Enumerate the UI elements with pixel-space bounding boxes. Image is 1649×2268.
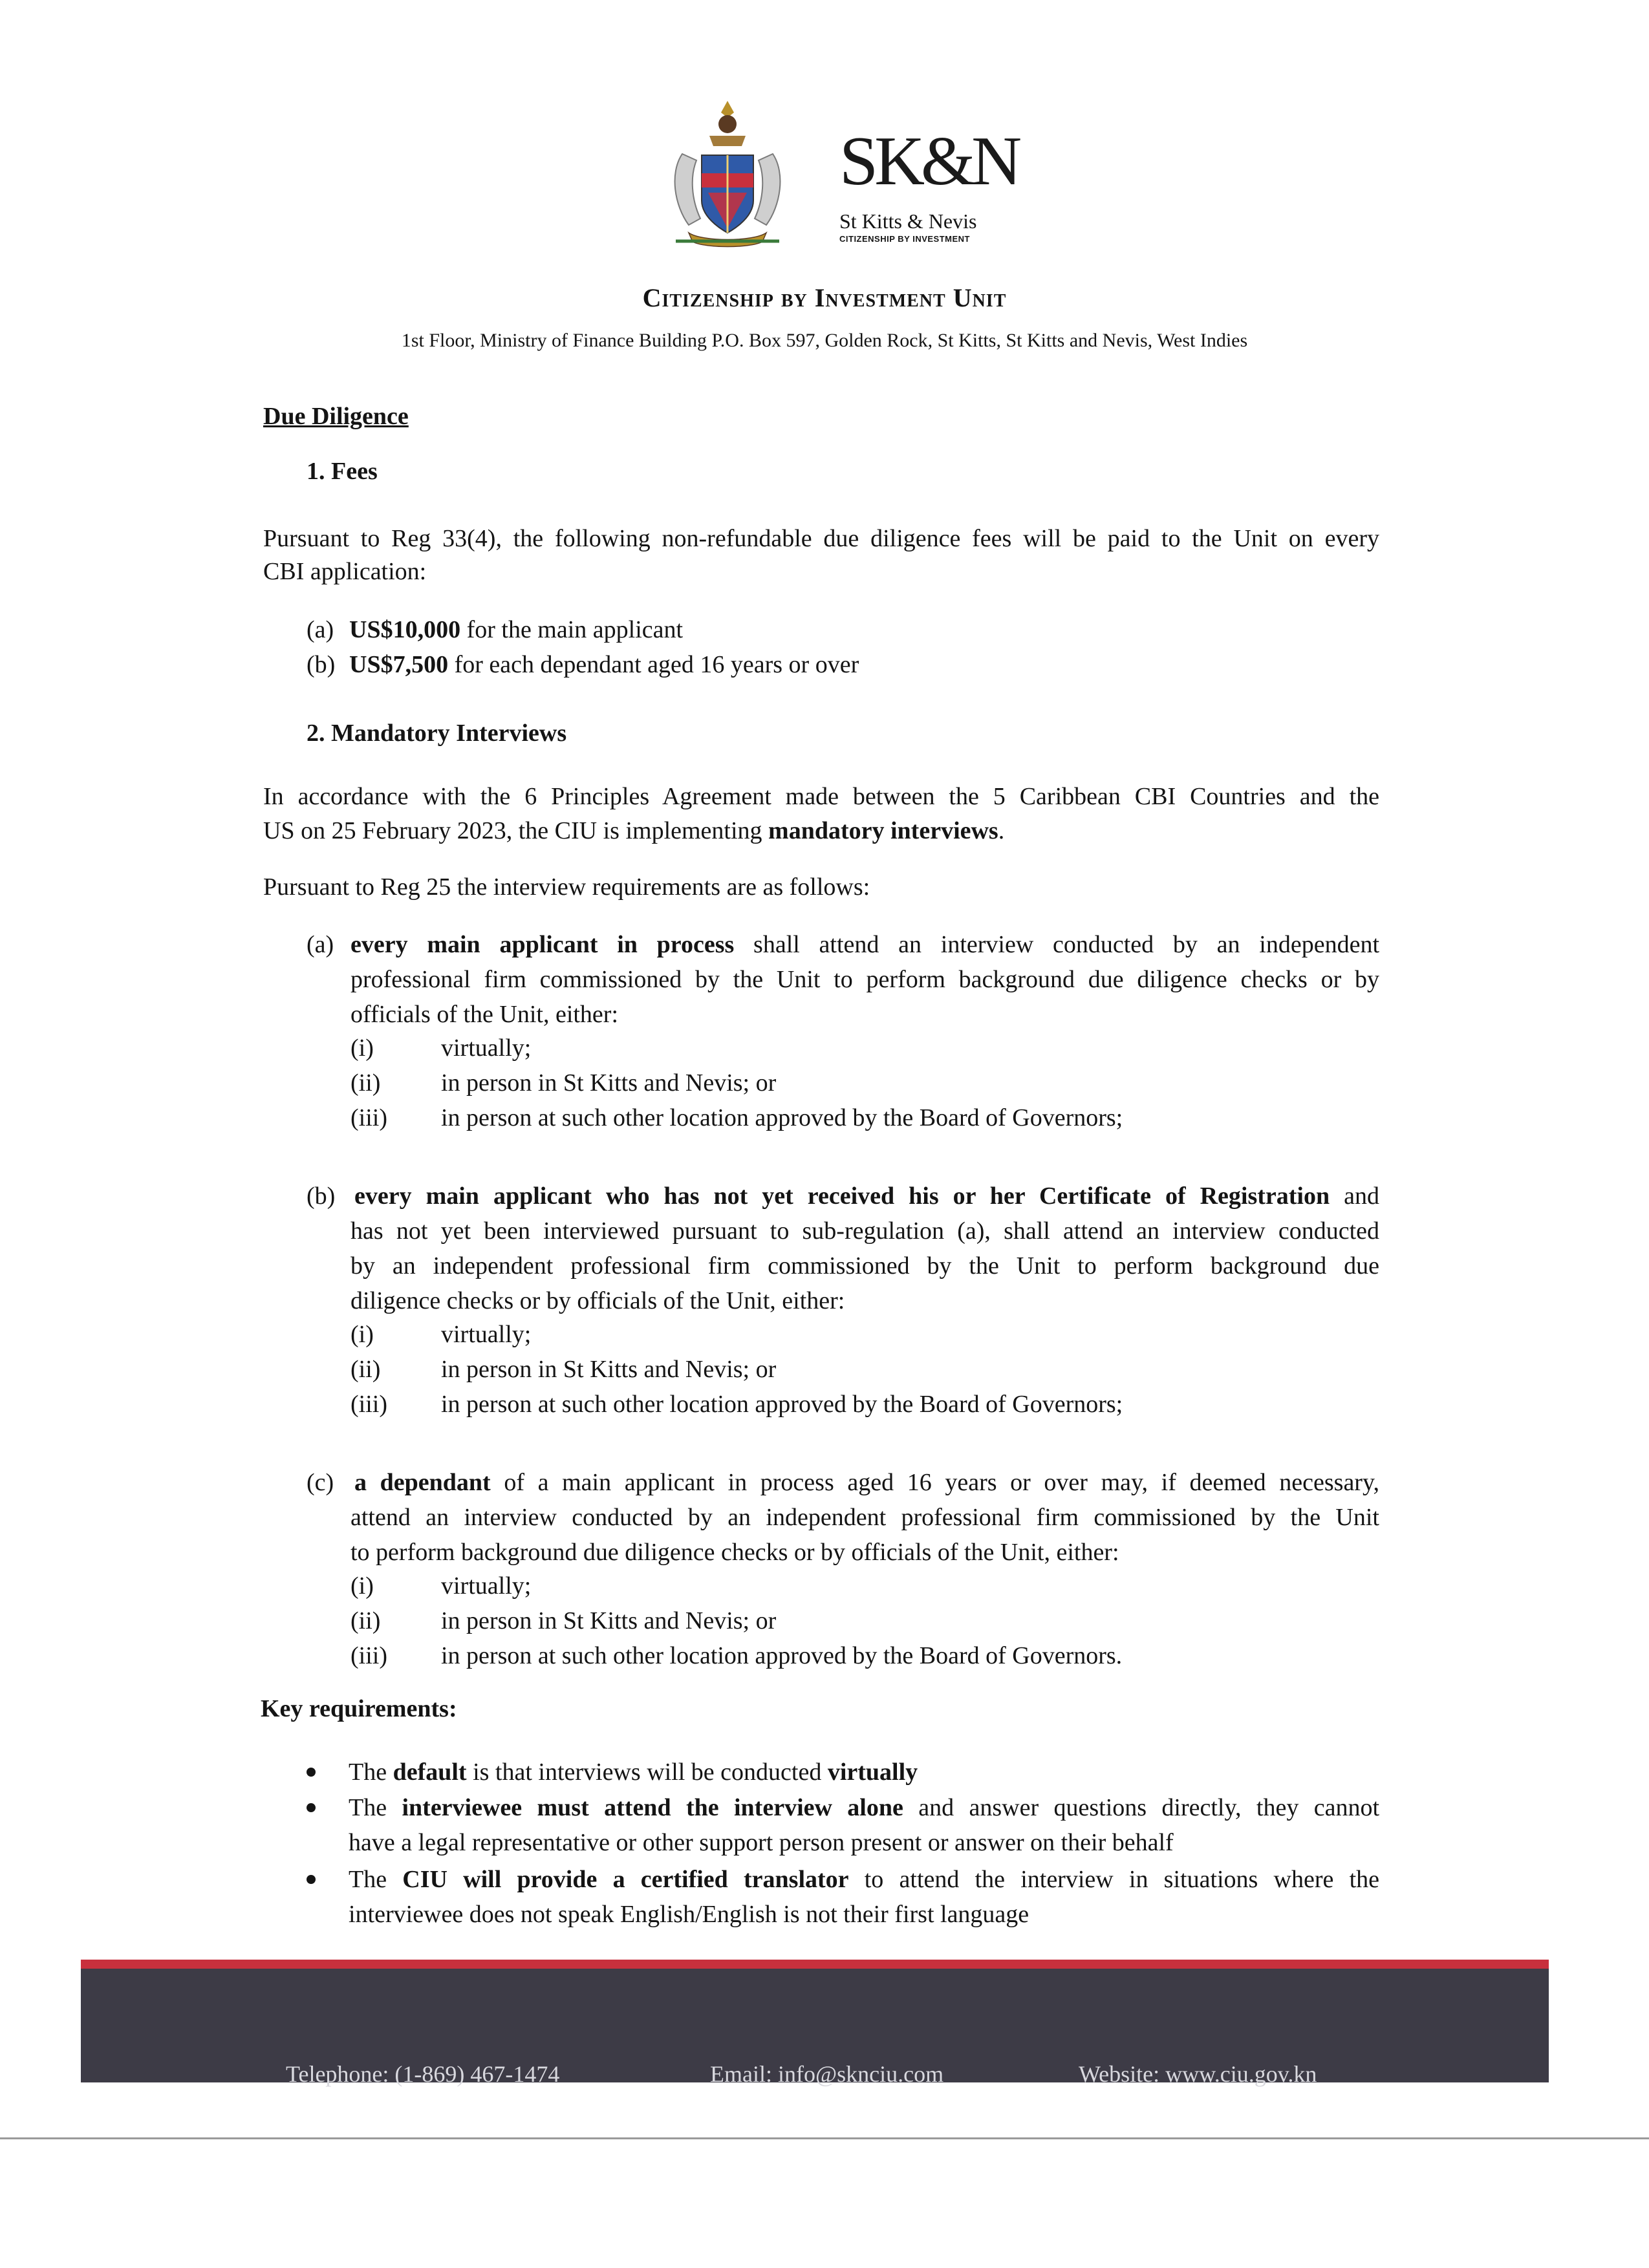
option-b-ii: [350, 1352, 776, 1387]
requirement-a-bold: every main applicant in process: [350, 931, 735, 958]
option-text: in person in St Kitts and Nevis; or: [441, 1069, 777, 1097]
kr-bold: interviewee must attend the interview alone: [402, 1794, 903, 1821]
kr-text: The: [349, 1794, 402, 1821]
option-num: (iii): [350, 1104, 387, 1131]
option-c-i: [350, 1568, 531, 1603]
requirement-c-label: (c): [307, 1469, 334, 1496]
fee-item-main: [307, 612, 683, 647]
brand-country: St Kitts & Nevis: [839, 209, 977, 233]
interviews-intro-line1: In accordance with the 6 Principles Agreement made between the 5 Caribbean CBI Countries and the: [263, 783, 1379, 810]
requirement-a-line2: professional firm commissioned by the Unit to perform background due diligence checks or by: [350, 966, 1379, 993]
requirement-c-line3: to perform background due diligence checks or by officials of the Unit, either:: [350, 1539, 1119, 1566]
requirement-c-text: of a main applicant in process aged 16 years or over may, if deemed necessary,: [490, 1469, 1379, 1496]
fee-amount: US$10,000: [349, 616, 461, 643]
key-req-2-line1: [349, 1790, 1379, 1825]
interviews-heading: 2. Mandatory Interviews: [307, 720, 567, 747]
footer-email[interactable]: Email: info@sknciu.com: [710, 2061, 944, 2087]
option-text: in person at such other location approved by the Board of Governors;: [441, 1104, 1123, 1131]
bullet-icon: [307, 1875, 316, 1884]
reg-line: Pursuant to Reg 25 the interview requirements are as follows:: [263, 873, 870, 901]
requirement-c-bold: a dependant: [354, 1469, 491, 1496]
option-b-iii: [350, 1387, 1123, 1422]
brand-mark: SK&N: [839, 123, 1018, 200]
option-num: (i): [350, 1034, 374, 1062]
brand-logo: [839, 123, 1018, 244]
requirement-b-line1: [354, 1179, 1379, 1214]
fees-intro-line1: Pursuant to Reg 33(4), the following non-refundable due diligence fees will be paid to the Unit on every: [263, 525, 1379, 552]
option-a-iii: [350, 1100, 1123, 1135]
brand-program: CITIZENSHIP BY INVESTMENT: [839, 234, 970, 244]
interviews-intro-line2: [263, 813, 1004, 848]
bullet-icon: [307, 1803, 316, 1812]
option-num: (ii): [350, 1356, 381, 1383]
option-text: virtually;: [441, 1572, 532, 1599]
option-a-i: [350, 1031, 531, 1065]
unit-title: Citizenship by Investment Unit: [642, 283, 1007, 312]
fee-item-dependant: [307, 647, 859, 682]
kr-text: The: [349, 1759, 393, 1786]
requirement-a-line3: officials of the Unit, either:: [350, 1001, 619, 1028]
requirement-b-text: and: [1330, 1182, 1379, 1210]
intro-text: US on 25 February 2023, the CIU is implementing: [263, 817, 769, 844]
option-num: (i): [350, 1321, 374, 1348]
option-a-ii: [350, 1065, 776, 1100]
fees-intro-line2: CBI application:: [263, 558, 427, 585]
intro-end: .: [998, 817, 1005, 844]
page-divider: [0, 2137, 1649, 2139]
bullet-icon: [307, 1768, 316, 1777]
fee-item-label: (a): [307, 616, 334, 643]
coat-of-arms-icon: [663, 96, 792, 257]
fee-item-text: for each dependant aged 16 years or over: [448, 651, 859, 678]
requirement-b-label: (b): [307, 1182, 336, 1210]
kr-bold: CIU will provide a certified translator: [402, 1866, 849, 1893]
option-b-i: [350, 1317, 531, 1352]
section-title: Due Diligence: [263, 403, 409, 430]
key-req-3-line2: interviewee does not speak English/English is not their first language: [349, 1901, 1029, 1928]
kr-text: is that interviews will be conducted: [466, 1759, 828, 1786]
option-text: virtually;: [441, 1321, 532, 1348]
requirement-a-text: shall attend an interview conducted by an independent: [734, 931, 1379, 958]
kr-bold: virtually: [827, 1759, 918, 1786]
requirement-a-line1: [350, 927, 1379, 962]
option-num: (iii): [350, 1391, 387, 1418]
fee-item-text: for the main applicant: [460, 616, 684, 643]
key-req-3-line1: [349, 1862, 1379, 1897]
option-c-iii: [350, 1638, 1122, 1673]
key-req-1: [349, 1755, 918, 1790]
requirement-a-label: (a): [307, 931, 334, 958]
requirement-b-line4: diligence checks or by officials of the Unit, either:: [350, 1287, 845, 1314]
option-text: in person in St Kitts and Nevis; or: [441, 1356, 777, 1383]
key-requirements-heading: Key requirements:: [261, 1695, 457, 1722]
option-num: (ii): [350, 1069, 381, 1097]
footer-accent-stripe: [81, 1960, 1549, 1969]
option-num: (i): [350, 1572, 374, 1599]
requirement-b-line3: by an independent professional firm commissioned by the Unit to perform background due: [350, 1252, 1379, 1279]
kr-text: The: [349, 1866, 403, 1893]
kr-text: to attend the interview in situations where the: [848, 1866, 1380, 1893]
requirement-b-line2: has not yet been interviewed pursuant to sub-regulation (a), shall attend an interview conducted: [350, 1217, 1379, 1245]
option-text: in person at such other location approved by the Board of Governors;: [441, 1391, 1123, 1418]
option-text: virtually;: [441, 1034, 532, 1062]
fee-amount: US$7,500: [349, 651, 449, 678]
kr-text: and answer questions directly, they cannot: [903, 1794, 1379, 1821]
option-num: (iii): [350, 1642, 387, 1669]
footer-telephone: Telephone: (1-869) 467-1474: [286, 2061, 560, 2087]
unit-address: 1st Floor, Ministry of Finance Building P.O. Box 597, Golden Rock, St Kitts, St Kitts and Nevis, West Indies: [401, 330, 1248, 351]
footer-website[interactable]: Website: www.ciu.gov.kn: [1079, 2061, 1317, 2087]
fee-item-label: (b): [307, 651, 336, 678]
option-c-ii: [350, 1603, 776, 1638]
key-req-2-line2: have a legal representative or other support person present or answer on their behalf: [349, 1829, 1174, 1856]
kr-bold: default: [393, 1759, 467, 1786]
option-num: (ii): [350, 1607, 381, 1634]
requirement-b-bold: every main applicant who has not yet received his or her Certificate of Registration: [354, 1182, 1330, 1210]
option-text: in person in St Kitts and Nevis; or: [441, 1607, 777, 1634]
intro-bold: mandatory interviews: [768, 817, 998, 844]
requirement-c-line2: attend an interview conducted by an independent professional firm commissioned by the Unit: [350, 1504, 1379, 1531]
fees-heading: 1. Fees: [307, 458, 378, 485]
option-text: in person at such other location approved by the Board of Governors.: [441, 1642, 1123, 1669]
requirement-c-line1: [354, 1465, 1379, 1500]
